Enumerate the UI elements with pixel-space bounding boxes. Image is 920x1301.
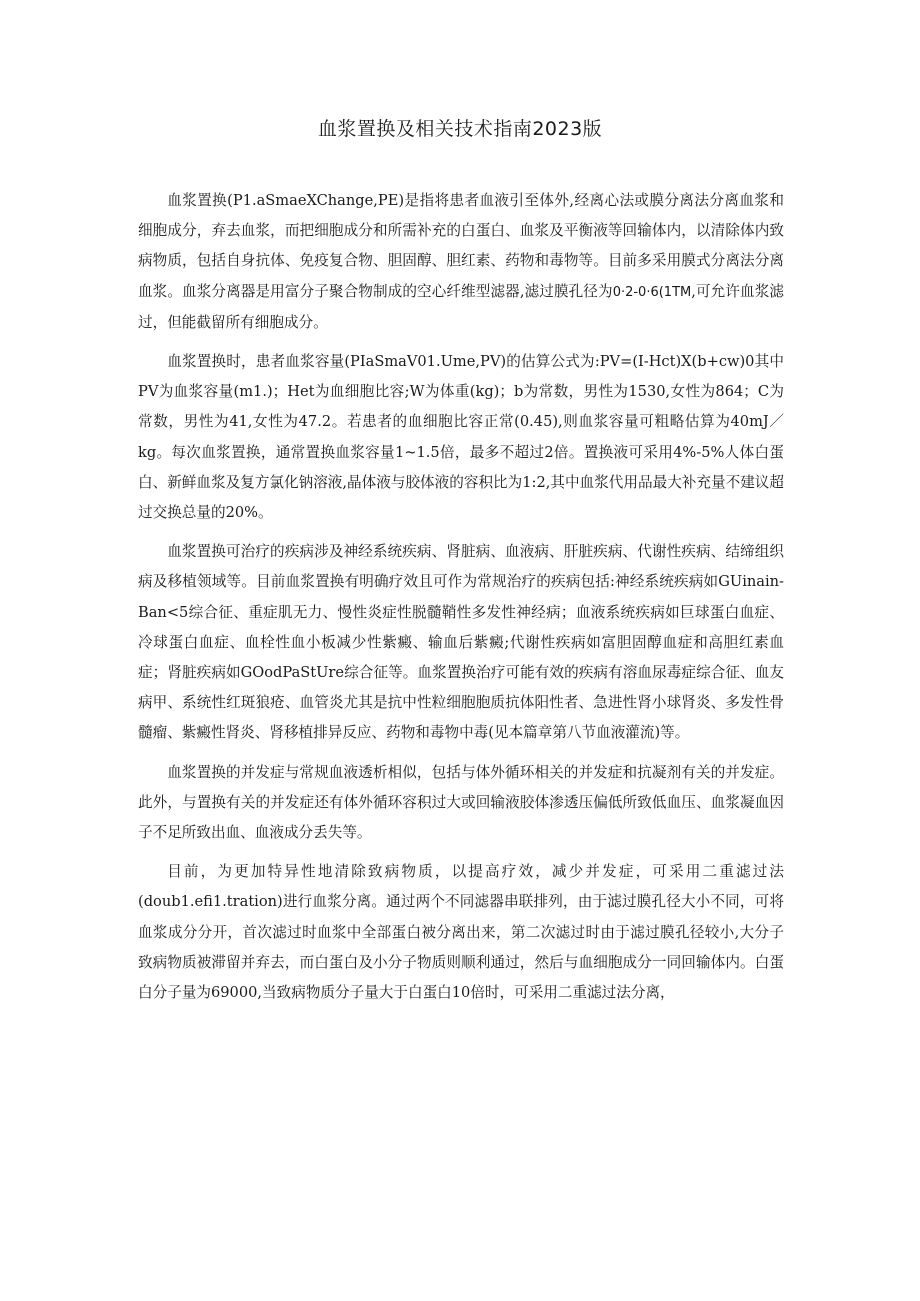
paragraph-indications: 血浆置换可治疗的疾病涉及神经系统疾病、肾脏病、血液病、肝脏疾病、代谢性疾病、结缔组织病及移植领域等。目前血浆置换有明确疗效且可作为常规治疗的疾病包括:神经系统疾病如GUinain-Ban<5综合征、重症肌无力、慢性炎症性脱髓鞘性多发性神经病；血液系统疾病如巨球蛋白血症、冷球蛋白血症、血栓性血小板减少性紫癜、输血后紫癜;代谢性疾病如富胆固醇血症和高胆红素血症；肾脏疾病如GOodPaStUre综合征等。血浆置换治疗可能有效的疾病有溶血尿毒症综合征、血友病甲、系统性红斑狼疮、血管炎尤其是抗中性粒细胞胞质抗体阳性者、急进性肾小球肾炎、多发性骨髓瘤、紫癜性肾炎、肾移植排异反应、药物和毒物中毒(见本篇章第八节血液灌流)等。 — [138, 543, 784, 742]
paragraph-plasma-exchange-definition — [138, 186, 784, 338]
document-body — [138, 186, 784, 1017]
page-title: 血浆置换及相关技术指南2023版 — [317, 118, 603, 140]
membrane-pore-size-value: 0·2-0·6(1TM — [612, 284, 692, 300]
paragraph-text: ,可允许血浆滤过，但能截留所有细胞成分。 — [138, 282, 784, 331]
paragraph-plasma-volume-formula: 血浆置换时，患者血浆容量(PIaSmaV01.Ume,PV)的估算公式为:PV=(I-Hct)X(b+cw)0其中PV为血浆容量(m1.)；Het为血细胞比容;W为体重(kg)；b为常数，男性为1530,女性为864；C为常数，男性为41,女性为47.2。若患者的血细胞比容正常(0.45),则血浆容量可粗略估算为40mJ／kg。每次血浆置换，通常置换血浆容量1~1.5倍，最多不超过2倍。置换液可采用4%-5%人体白蛋白、新鲜血浆及复方氯化钠溶液,晶体液与胶体液的容积比为1:2,其中血浆代用品最大补充量不建议超过交换总量的20%。 — [138, 353, 784, 522]
paragraph-double-filtration: 目前，为更加特异性地清除致病物质，以提高疗效，减少并发症，可采用二重滤过法(doub1.efi1.tration)进行血浆分离。通过两个不同滤器串联排列，由于滤过膜孔径大小不同，可将血浆成分分开，首次滤过时血浆中全部蛋白被分离出来，第二次滤过时由于滤过膜孔径较小,大分子致病物质被滞留并弃去，而白蛋白及小分子物质则顺利通过，然后与血细胞成分一同回输体内。白蛋白分子量为69000,当致病物质分子量大于白蛋白10倍时，可采用二重滤过法分离， — [138, 863, 784, 1002]
paragraph-complications: 血浆置换的并发症与常规血液透析相似，包括与体外循环相关的并发症和抗凝剂有关的并发症。此外，与置换有关的并发症还有体外循环容积过大或回输液胶体渗透压偏低所致低血压、血浆凝血因子不足所致出血、血液成分丢失等。 — [138, 763, 784, 842]
paragraph-text: 血浆置换(P1.aSmaeXChange,PE)是指将患者血液引至体外,经离心法或膜分离法分离血浆和细胞成分，弃去血浆，而把细胞成分和所需补充的白蛋白、血浆及平衡液等回输体内，以清除体内致病物质，包括自身抗体、免疫复合物、胆固醇、胆红素、药物和毒物等。目前多采用膜式分离法分离血浆。血浆分离器是用富分子聚合物制成的空心纤维型滤器,滤过膜孔径为 — [138, 192, 784, 300]
